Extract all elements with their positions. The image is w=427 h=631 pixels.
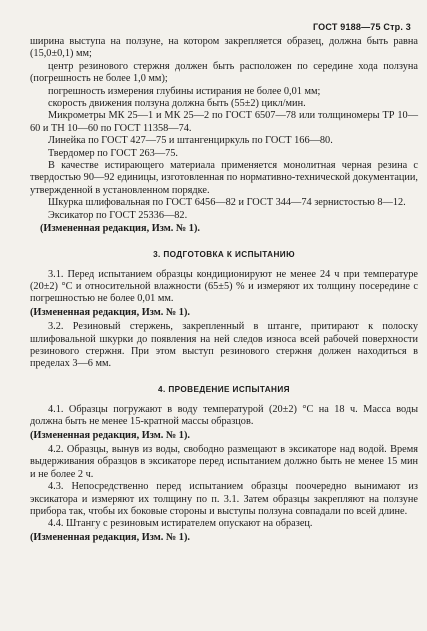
paragraph-micrometers: Микрометры МК 25—1 и МК 25—2 по ГОСТ 6507—78 или толщиномеры ТР 10—60 и ТН 10—60 по ГОСТ 11358—74. — [30, 110, 418, 134]
paragraph-4-3: 4.3. Непосредственно перед испытанием образцы поочередно вынимают из эксикатора и измеряют их толщину по п. 3.1. Затем образцы закрепляют на ползуне прибора так, чтобы их боковые стороны и выступы ползуна совпадали по всей длине. — [30, 481, 418, 517]
paragraph-4-2: 4.2. Образцы, вынув из воды, свободно размещают в эксикаторе над водой. Время выдерживания образцов в эксикаторе перед испытанием должно быть не менее 15 мин и не более 2 ч. — [30, 443, 418, 480]
document-body — [30, 36, 418, 546]
edit-note: (Измененная редакция, Изм. № 1). — [30, 429, 190, 441]
paragraph-4-1: 4.1. Образцы погружают в воду температурой (20±2) °С на 18 ч. Масса воды должна быть не менее 15-кратной массы образцов. — [30, 403, 418, 428]
section-4-title: 4. ПРОВЕДЕНИЕ ИСПЫТАНИЯ — [158, 384, 290, 394]
paragraph-slider-speed: скорость движения ползуна должна быть (55±2) цикл/мин. — [48, 98, 306, 110]
paragraph-3-2: 3.2. Резиновый стержень, закрепленный в штанге, притирают к полоску шлифовальной шкурки до появления на ней следов износа всей рабочей поверхности резинового стержня. При этом выступ резинового стержня должен находиться в пределах 3—6 мм. — [30, 321, 418, 370]
paragraph-rod-center: центр резинового стержня должен быть расположен по середине хода ползуна (погрешность не более 1,0 мм); — [30, 60, 418, 85]
paragraph-hardness-tester: Твердомер по ГОСТ 263—75. — [48, 147, 178, 159]
paragraph-desiccator: Эксикатор по ГОСТ 25336—82. — [48, 209, 188, 221]
edit-note: (Измененная редакция, Изм. № 1). — [40, 223, 200, 235]
paragraph-sandpaper: Шкурка шлифовальная по ГОСТ 6456—82 и ГОСТ 344—74 зернистостью 8—12. — [48, 197, 406, 209]
paragraph-abrasion-error: погрешность измерения глубины истирания не более 0,01 мм; — [48, 85, 321, 97]
section-3-title: 3. ПОДГОТОВКА К ИСПЫТАНИЮ — [153, 249, 295, 259]
edit-note: (Измененная редакция, Изм. № 1). — [30, 306, 190, 318]
paragraph-4-4: 4.4. Штангу с резиновым истирателем опускают на образец. — [48, 518, 313, 530]
paragraph-ruler: Линейка по ГОСТ 427—75 и штангенциркуль по ГОСТ 166—80. — [48, 135, 333, 147]
paragraph-abrasive-material: В качестве истирающего материала применяется монолитная черная резина с твердостью 90—92 единицы, изготовленная по нормативно-технической документации, утвержденной в установленном порядке. — [30, 160, 418, 196]
page-header: ГОСТ 9188—75 Стр. 3 — [312, 22, 411, 32]
paragraph-protrusion-width: ширина выступа на ползуне, на котором закрепляется образец, должна быть равна (15,0±0,1) мм; — [30, 36, 418, 60]
edit-note: (Измененная редакция, Изм. № 1). — [30, 531, 190, 543]
paragraph-3-1: 3.1. Перед испытанием образцы кондиционируют не менее 24 ч при температуре (20±2) °С и относительной влажности (65±5) % и измеряют их толщину посередине с погрешностью не более 0,01 мм. — [30, 268, 418, 305]
